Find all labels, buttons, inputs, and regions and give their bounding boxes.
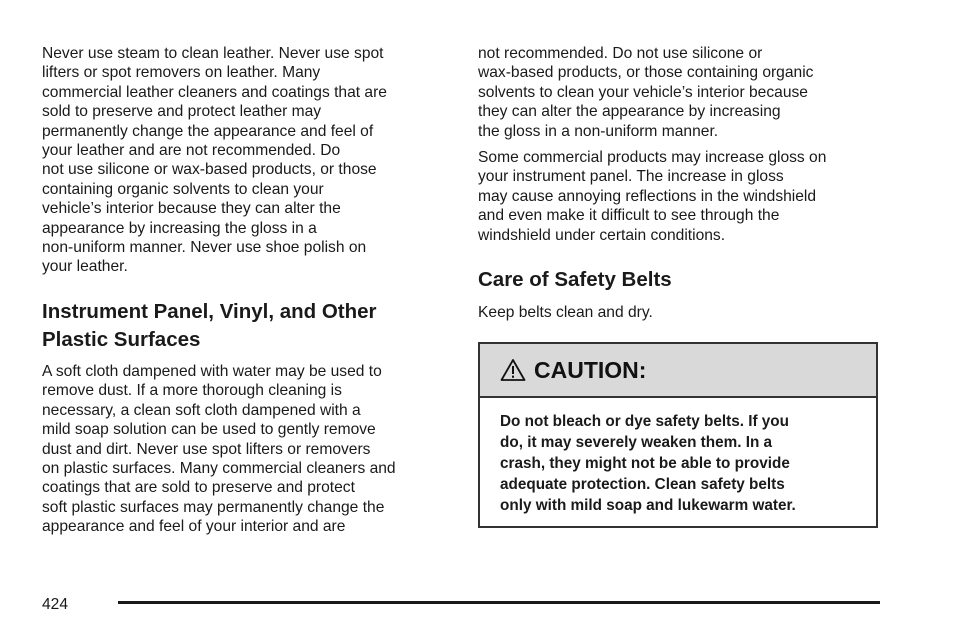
- right-column: [478, 44, 883, 322]
- caution-box: [478, 342, 878, 528]
- continued-paragraph: not recommended. Do not use silicone or wax-based products, or those containing organic solvents to clean your vehicle’s interior because they can alter the appearance by increasing the gloss in a non-uniform manner.: [478, 45, 814, 140]
- page-number: 424: [42, 596, 69, 613]
- gloss-warning-paragraph: Some commercial products may increase gloss on your instrument panel. The increase in gloss may cause annoying reflections in the windshield and even make it difficult to see through the windshield under certain conditions.: [478, 149, 827, 244]
- instrument-panel-paragraph: A soft cloth dampened with water may be used to remove dust. If a more thorough cleaning is necessary, a clean soft cloth dampened with a mild soap solution can be used to gently remove dust and dirt. Never use spot lifters or removers on plastic surfaces. Many commercial cleaners and coatings that are sold to preserve and protect soft plastic surfaces may permanently change the appearance and feel of your interior and are: [42, 362, 396, 536]
- instrument-panel-heading: Instrument Panel, Vinyl, and Other Plastic Surfaces: [42, 299, 377, 351]
- safety-belts-heading: Care of Safety Belts: [478, 268, 672, 292]
- caution-title: CAUTION:: [534, 356, 647, 383]
- caution-header: [480, 344, 876, 398]
- leather-cleaning-paragraph: Never use steam to clean leather. Never use spot lifters or spot removers on leather. Many commercial leather cleaners and coatings that are sold to preserve and protect leather may permanently change the appearance and feel of your leather and are not recommended. Do not use silicone or wax-based products, or those containing organic solvents to clean your vehicle’s interior because they can alter the appearance by increasing the gloss in a non-uniform manner. Never use shoe polish on your leather.: [42, 45, 387, 276]
- footer-rule: [118, 601, 880, 604]
- warning-triangle-icon: [500, 358, 526, 382]
- caution-body-text: Do not bleach or dye safety belts. If you do, it may severely weaken them. In a crash, they might not be able to provide adequate protection. Clean safety belts only with mild soap and lukewarm water.: [500, 413, 796, 514]
- left-column: [42, 44, 452, 537]
- safety-belts-paragraph: Keep belts clean and dry.: [478, 304, 653, 322]
